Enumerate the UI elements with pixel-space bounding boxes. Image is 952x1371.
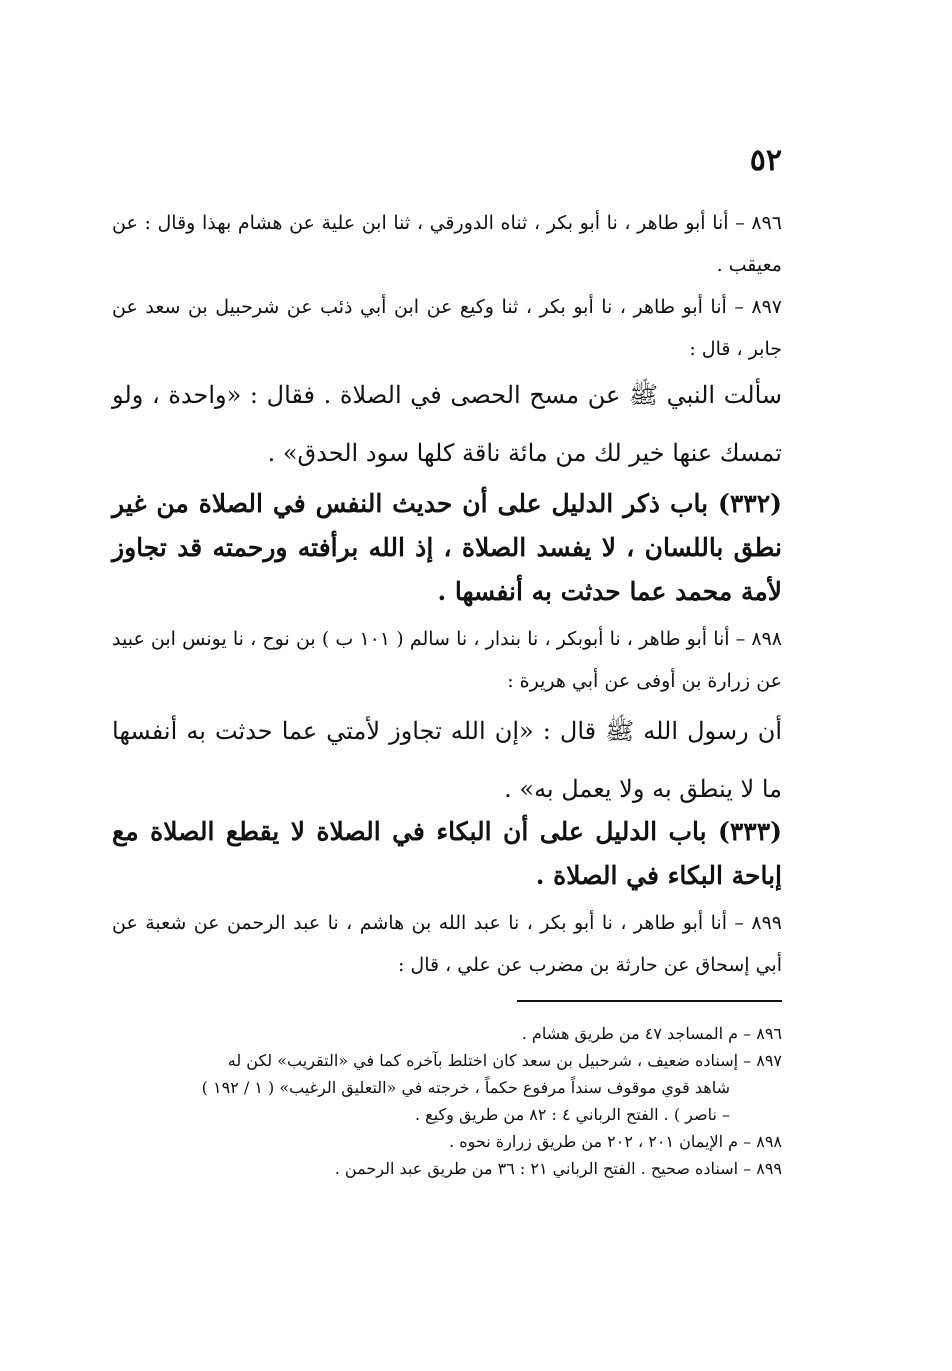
hadith-898-text: أن رسول الله ﷺ قال : «إن الله تجاوز لأمتي عما حدثت به أنفسها ما لا ينطق به ولا يعمل به» .	[112, 717, 782, 803]
hadith-899-isnad: ٨٩٩ – أنا أبو طاهر ، نا أبو بكر ، نا عبد الله بن هاشم ، نا عبد الرحمن عن شعبة عن أبي إسحاق عن حارثة بن مضرب عن علي ، قال :	[112, 912, 782, 976]
footnote-898: ٨٩٨ – م الإيمان ٢٠١ ، ٢٠٢ من طريق زرارة نحوه .	[449, 1132, 782, 1151]
footnote-897: ٨٩٧ – إسناده ضعيف ، شرحبيل بن سعد كان اختلط بآخره كما في «التقريب» لكن له	[227, 1051, 782, 1070]
footnote-899: ٨٩٩ – اسناده صحيح . الفتح الرباني ٢١ : ٣٦ من طريق عبد الرحمن .	[334, 1159, 782, 1178]
chapter-333-heading: (٣٣٣) باب الدليل على أن البكاء في الصلاة لا يقطع الصلاة مع إباحة البكاء في الصلاة .	[112, 817, 782, 890]
page-number: ٥٢	[749, 143, 782, 178]
chapter-332-heading: (٣٣٢) باب ذكر الدليل على أن حديث النفس في الصلاة من غير نطق باللسان ، لا يفسد الصلاة ، إذ الله برأفته ورحمته قد تجاوز لأمة محمد عما حدثت به أنفسها .	[112, 489, 782, 606]
footnotes	[112, 1020, 782, 1182]
footnote-separator	[517, 1000, 782, 1002]
footnote-897-cont-2: – ناصر ) . الفتح الرباني ٤ : ٨٢ من طريق وكيع .	[415, 1105, 730, 1124]
hadith-898-isnad: ٨٩٨ – أنا أبو طاهر ، نا أبوبكر ، نا بندار ، نا سالم ( ١٠١ ب ) بن نوح ، نا يونس ابن عبيد عن زرارة بن أوفى عن أبي هريرة :	[112, 628, 783, 692]
hadith-897-text: سألت النبي ﷺ عن مسح الحصى في الصلاة . فقال : «واحدة ، ولو تمسك عنها خير لك من مائة ناقة كلها سود الحدق» .	[112, 381, 782, 467]
hadith-896: ٨٩٦ – أنا أبو طاهر ، نا أبو بكر ، ثناه الدورقي ، ثنا ابن علية عن هشام بهذا وقال : عن معيقب .	[112, 212, 782, 276]
footnote-896: ٨٩٦ – م المساجد ٤٧ من طريق هشام .	[521, 1024, 782, 1043]
hadith-897-isnad: ٨٩٧ – أنا أبو طاهر ، نا أبو بكر ، ثنا وكيع عن ابن أبي ذئب عن شرحبيل بن سعد عن جابر ، قال :	[112, 296, 782, 360]
footnote-897-cont: شاهد قوي موقوف سنداً مرفوع حكماً ، خرجته في «التعليق الرغيب» ( ١ / ١٩٢ )	[201, 1078, 730, 1097]
